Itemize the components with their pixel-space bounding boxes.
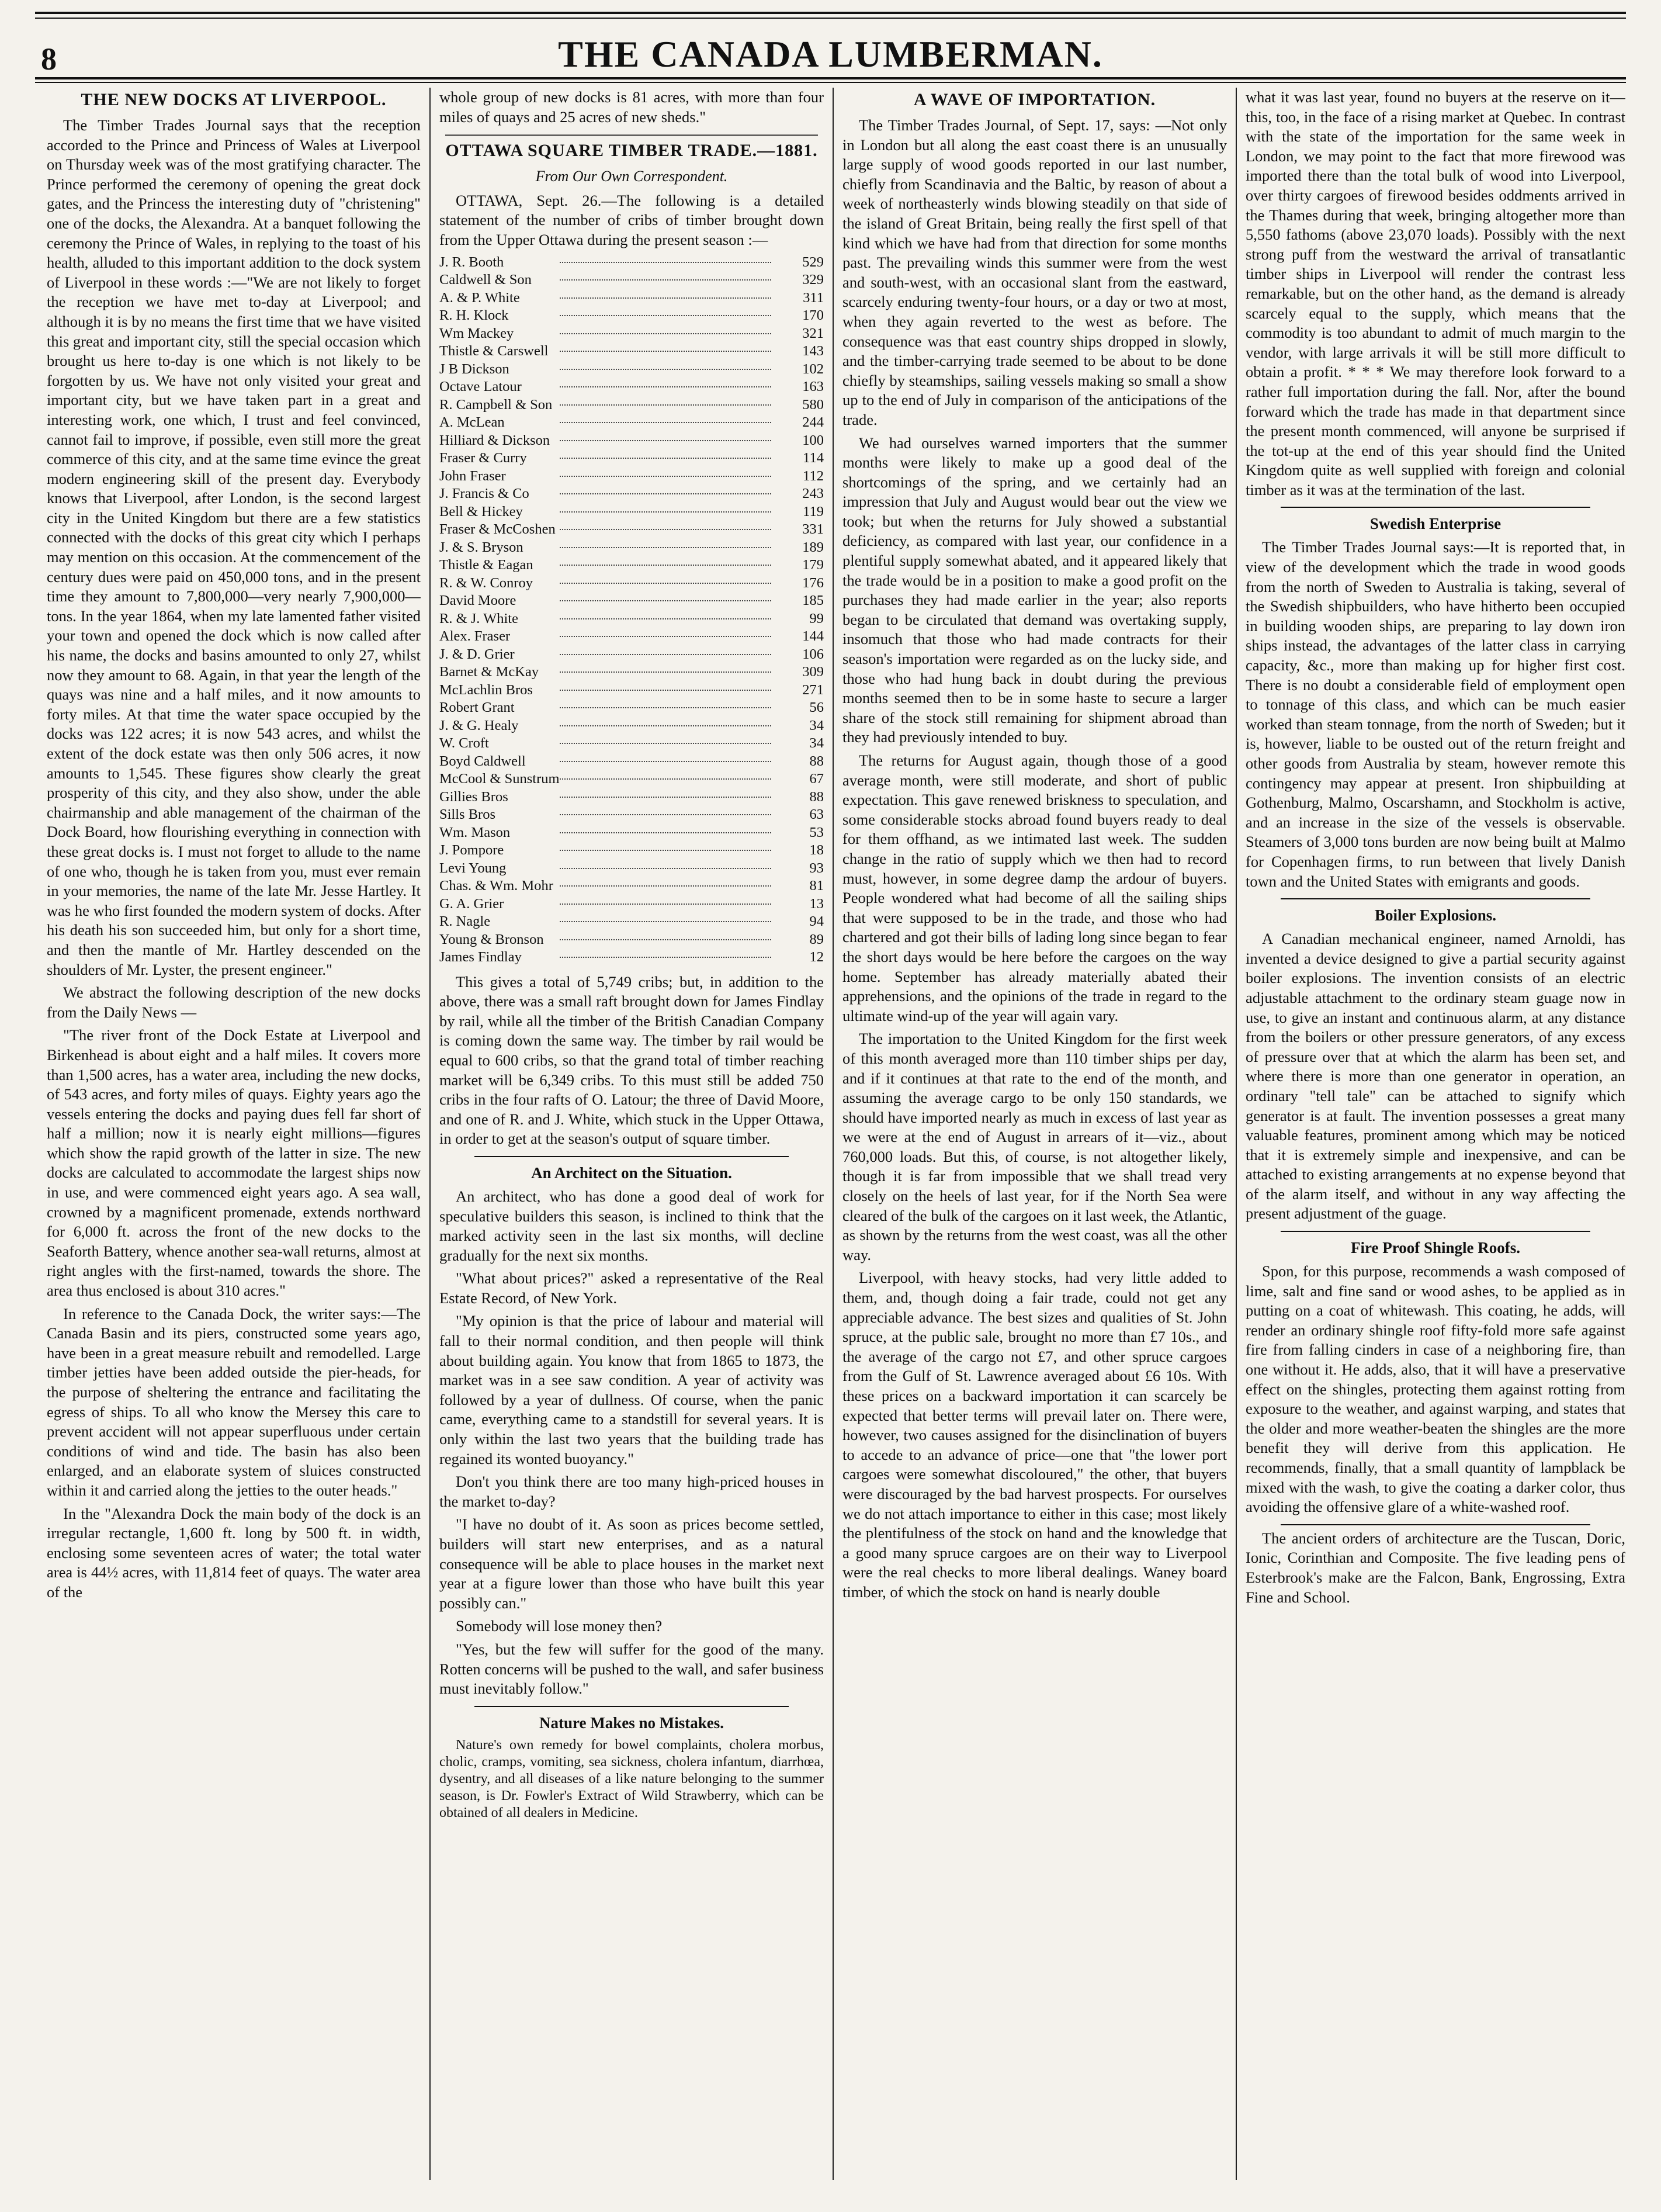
timber-crib-count: 63: [809, 806, 824, 823]
dot-leader-line: [560, 832, 771, 833]
dot-leader-line: [560, 565, 771, 566]
timber-firm-name: Hilliard & Dickson: [439, 432, 550, 448]
dot-leader: [560, 574, 771, 593]
dot-leader-line: [560, 297, 771, 299]
article-heading-boiler: Boiler Explosions.: [1374, 906, 1497, 925]
article-paragraph: We had ourselves warned importers that the summer months were likely to make up a good deal of the shortcomings of the spring, and we certainly had an impression that July and August would bear out the view we took; but when the returns for July showed a substantial deficiency, as compared with last year, our confidence in a plentiful supply somewhat abated, and it appeared likely that the trade would be in a position to make a good profit on the purchases they had made earlier in the year; also reports began to be circulated that demand was overtaking supply, insomuch that those who had made contracts for their season's importation were regarded as on the lucky side, and those who had hung back in doubt during the previous months seemed then to be in some haste to secure a larger share of the stock still remaining for shipment abroad than they had previously intended to buy.: [842, 434, 1227, 746]
timber-firm-name: Octave Latour: [439, 379, 522, 395]
dot-leader-line: [560, 333, 771, 334]
dot-leader-line: [560, 743, 771, 744]
dot-leader: [560, 342, 771, 361]
timber-firm-name: J. Francis & Co: [439, 486, 529, 502]
timber-crib-count: 143: [802, 343, 824, 359]
dot-leader: [560, 860, 771, 878]
dot-leader: [560, 307, 771, 325]
timber-firm-name: Thistle & Carswell: [439, 343, 549, 359]
dot-leader: [560, 556, 771, 574]
timber-crib-count: 112: [803, 468, 824, 484]
timber-firm-name: Sills Bros: [439, 806, 495, 823]
dot-leader: [560, 378, 771, 396]
timber-row: [439, 432, 824, 450]
dot-leader-line: [560, 707, 771, 708]
timber-crib-count: 13: [809, 895, 824, 912]
dot-leader-line: [560, 814, 771, 815]
timber-crib-count: 94: [809, 913, 824, 930]
timber-row: [439, 449, 824, 468]
timber-row: [439, 770, 824, 788]
section-rule: [1281, 898, 1590, 899]
article-paragraph: whole group of new docks is 81 acres, with more than four miles of quays and 25 acres of new sheds.": [439, 88, 824, 126]
timber-row: [439, 307, 824, 325]
timber-crib-count: 102: [802, 361, 824, 377]
timber-firm-name: R. & J. White: [439, 610, 518, 626]
dot-leader-line: [560, 868, 771, 869]
section-rule: [1281, 1231, 1590, 1232]
article-paragraph: The Timber Trades Journal, of Sept. 17, says: —Not only in London but all along the east coast there is an unusually large supply of wood goods reported in our last number, chiefly from Scandinavia and the Baltic, by reason of about a week of northeasterly winds blowing steadily on that side of the island of Great Britain, being really the first spell of that kind which we have had from that direction for some months past. The prevailing winds this summer were from the west and south-west, with an occasional slant from the eastward, scarcely enduring twenty-four hours, or a day or two at most, when they again reverted to the west as before. The consequence was that east country ships dropped in slowly, and the timber-carrying trade seemed to be about to be done chiefly by steamships, sailing vessels making so small a show up to the end of July in comparison of the anticipations of the trade.: [842, 116, 1227, 428]
article-paragraph: An architect, who has done a good deal of work for speculative builders this season, is inclined to think that the marked activity seen in the last six months, will decline gradually for the next six months.: [439, 1187, 824, 1264]
timber-cribs-table: [439, 254, 824, 967]
dot-leader: [560, 610, 771, 628]
timber-firm-name: Bell & Hickey: [439, 503, 523, 520]
dot-leader: [560, 735, 771, 753]
dot-leader: [560, 770, 771, 788]
timber-row: [439, 646, 824, 664]
timber-crib-count: 185: [802, 593, 824, 609]
timber-crib-count: 81: [809, 878, 824, 894]
article-paragraph: A Canadian mechanical engineer, named Arnoldi, has invented a device designed to give a partial security against boiler explosions. The invention consists of an electric adjustable attachment to the ordinary steam guage now in use, to give an instant and continuous alarm, at any distance from the boilers or other pressure generators, of any excess of pressure over that at which the alarm has been set, and where there is more than one generator in operation, an ordinary "tell tale" can be attached to signify which generator is at fault. The invention possesses a great many valuable features, prominent among which may be noticed that it is extremely simple and inexpensive, and can be attached to existing arrangements at no expense beyond that of the alarm itself, and without in any way affecting the present adjustment of the guage.: [1246, 930, 1625, 1223]
timber-firm-name: John Fraser: [439, 468, 506, 484]
timber-row: [439, 735, 824, 753]
timber-crib-count: 106: [802, 646, 824, 662]
timber-firm-name: J. R. Booth: [439, 254, 504, 270]
article-paragraph: The importation to the United Kingdom for the first week of this month averaged more than 110 timber ships per day, and if it continues at that rate to the end of the month, and assuming the average cargo to be only 150 standards, we should have imported nearly as much in excess of last year as we were at the end of August in arrears of it—viz., about 760,000 loads. But this, of course, is not altogether likely, though it is far from impossible that we shall tread very closely on the heels of last year, for if the North Sea were cleared of the bulk of the cargoes on it last week, the Atlantic, as shown by the returns from the west coast, was all the other way.: [842, 1030, 1227, 1263]
dot-leader-line: [560, 618, 771, 619]
masthead: [35, 12, 1626, 77]
timber-row: [439, 717, 824, 735]
timber-firm-name: J. & S. Bryson: [439, 539, 523, 555]
timber-firm-name: R. H. Klock: [439, 307, 509, 324]
timber-row: [439, 396, 824, 414]
column-divider-3: [1236, 88, 1237, 2180]
timber-crib-count: 144: [802, 628, 824, 645]
article-paragraph: The returns for August again, though those of a good average month, were still moderate, and short of public expectation. This gave renewed briskness to speculation, and some considerable stocks abroad found buyers ready to deal for them offhand, as we intimated last week. The sudden change in the ratio of supply which we then had to record must, however, in some degree damp the ardour of buyers. People wondered what had become of all the sailing ships that were supposed to be in the trade, and those who had chartered and got their bills of lading long since began to fear the short days would be here before the cargoes on the way home. September has already materially abated their apprehensions, and the opinions of the trade in regard to the ultimate wind-up of the year will again vary.: [842, 752, 1227, 1024]
dot-leader-line: [560, 921, 771, 922]
dot-leader: [560, 895, 771, 913]
dot-leader: [560, 414, 771, 432]
timber-row: [439, 842, 824, 860]
timber-crib-count: 244: [802, 414, 824, 431]
article-paragraph: "The river front of the Dock Estate at Liverpool and Birkenhead is about eight and a half miles. It covers more than 1,500 acres, has a water area, including the new docks, of 543 acres, and forty miles of quays. Eighty years ago the vessels entering the docks and paying dues fell far short of half a million; now it is nearly eight millions—figures which show the rapid growth of the latter in size. The new docks are calculated to accommodate the largest ships now in use, and were commenced eight years ago. A sea wall, crowned by a magnificent promenade, extends northward for 6,000 ft. across the front of the new docks to the Seaforth Battery, whence another sea-wall returns, almost at right angles with the first-named, towards the shore. The area thus enclosed is about 310 acres.": [47, 1026, 421, 1300]
column-4: [1246, 88, 1625, 2186]
timber-crib-count: 529: [802, 254, 824, 270]
dot-leader-line: [560, 262, 771, 263]
timber-firm-name: Gillies Bros: [439, 788, 508, 805]
advert-heading: Nature Makes no Mistakes.: [539, 1713, 724, 1732]
timber-row: [439, 699, 824, 717]
timber-row: [439, 574, 824, 593]
timber-firm-name: Caldwell & Son: [439, 272, 532, 288]
timber-row: [439, 806, 824, 824]
timber-firm-name: McLachlin Bros: [439, 681, 533, 698]
dot-leader: [560, 788, 771, 806]
masthead-bottom-rule: [35, 77, 1626, 79]
timber-firm-name: Young & Bronson: [439, 931, 544, 947]
dot-leader-line: [560, 671, 771, 673]
timber-row: [439, 895, 824, 913]
timber-crib-count: 311: [803, 289, 824, 306]
timber-crib-count: 12: [809, 949, 824, 965]
timber-crib-count: 99: [809, 610, 824, 626]
timber-crib-count: 88: [809, 753, 824, 769]
article-paragraph: This gives a total of 5,749 cribs; but, in addition to the above, there was a small raft brought down for James Findlay by rail, while all the timber of the British Canadian Company is coming down the same way. The timber by rail would be equal to 600 cribs, so that the grand total of timber reaching market will be 6,349 cribs. To this must still be added 750 cribs in the four rafts of O. Latour; the three of David Moore, and one of R. and J. White, which stuck in the Upper Ottawa, in order to get at the season's output of square timber.: [439, 972, 824, 1148]
dot-leader-line: [560, 797, 771, 798]
article-subheading: From Our Own Correspondent.: [535, 168, 728, 185]
masthead-top-rule-thin: [35, 18, 1626, 19]
column-3: [842, 88, 1227, 2186]
timber-crib-count: 88: [809, 788, 824, 805]
dot-leader: [560, 717, 771, 735]
timber-firm-name: Fraser & Curry: [439, 450, 527, 466]
dot-leader-line: [560, 315, 771, 316]
article-paragraph: "My opinion is that the price of labour and material will fall to their normal condition, and then people will think about building again. You know that from 1865 to 1873, the market was in a see saw condition. A year of activity was followed by a year of dullness. Of course, when the panic came, everything came to a standstill for several years. It is only within the last two years that the building trade has regained its wonted buoyancy.": [439, 1312, 824, 1467]
article-heading-ottawa-timber: OTTAWA SQUARE TIMBER TRADE.—1881.: [445, 141, 818, 161]
dot-leader-line: [560, 386, 771, 387]
dot-leader: [560, 432, 771, 450]
dot-leader: [560, 361, 771, 379]
timber-crib-count: 114: [803, 450, 824, 466]
dot-leader: [560, 592, 771, 610]
dot-leader: [560, 913, 771, 931]
timber-row: [439, 913, 824, 931]
dot-leader-line: [560, 725, 771, 726]
timber-row: [439, 877, 824, 895]
article-heading-new-docks: THE NEW DOCKS AT LIVERPOOL.: [81, 90, 387, 109]
column-1: [47, 88, 421, 2186]
section-rule: [474, 1156, 789, 1157]
dot-leader-line: [560, 529, 771, 530]
timber-firm-name: G. A. Grier: [439, 895, 504, 912]
timber-firm-name: Robert Grant: [439, 700, 515, 716]
timber-row: [439, 468, 824, 486]
timber-crib-count: 93: [809, 860, 824, 876]
timber-row: [439, 556, 824, 574]
dot-leader: [560, 824, 771, 842]
column-2: [439, 88, 824, 2186]
dot-leader: [560, 271, 771, 289]
timber-firm-name: McCool & Sunstrum: [439, 771, 560, 787]
dot-leader-line: [560, 885, 771, 887]
timber-crib-count: 189: [802, 539, 824, 555]
dot-leader-line: [560, 476, 771, 477]
article-paragraph: Liverpool, with heavy stocks, had very little added to them, and, though doing a fair trade, could not get any appreciable advance. The best sizes and qualities of St. John spruce, at the public sale, brought no more than £7 10s., and the average of the cargo not £7, and other spruce cargoes from the Gulf of St. Lawrence averaged about £6 10s. With these prices on a backward importation it can scarcely be expected that better terms will prevail later on. There were, however, two causes assigned for the disinclination of buyers to accede to an advance of price—one that "the lower port cargoes were somewhat discoloured," the other, that buyers were discouraged by the bad harvest prospects. For ourselves we do not attach importance to either in this case; most likely the plentifulness of the stock on hand and the knowledge that a good many spruce cargoes are on their way to Liverpool were the real checks to more liberal dealings. Waney board timber, of which the stock on hand is nearly double: [842, 1269, 1227, 1601]
timber-row: [439, 610, 824, 628]
timber-crib-count: 34: [809, 717, 824, 733]
timber-row: [439, 271, 824, 289]
timber-crib-count: 309: [802, 664, 824, 680]
timber-row: [439, 788, 824, 806]
dot-leader-line: [560, 458, 771, 459]
dot-leader-line: [560, 654, 771, 655]
timber-firm-name: W. Croft: [439, 735, 489, 752]
article-paragraph: what it was last year, found no buyers at the reserve on it—this, too, in the face of a rising market at Quebec. In contrast with the state of the importation for the same week in London, we may point to the fact that more firewood was imported there than the total bulk of wood into Liverpool, over thirty cargoes of firewood besides oddments arrived in the Thames during that week, bringing altogether more than 5,550 fathoms (above 23,070 loads). Possibly with the next strong puff from the westward the arrival of transatlantic timber ships in Liverpool will render the contrast less remarkable, but on the other hand, as the demand is already scarcely equal to the supply, which means that the commodity is too abundant to admit of much margin to the vendor, with large arrivals it will be still more difficult to obtain a profit. * * * We may therefore look forward to a rather full importation during the fall. Nor, after the bound forward which the trade has made in that department since the present month commenced, will anyone be surprised if the tot-up at the end of this year should find the United Kingdom quite as well supplied with foreign and colonial timber as it was at the termination of the last.: [1246, 88, 1625, 499]
dot-leader: [560, 699, 771, 717]
dot-leader-line: [560, 636, 771, 637]
timber-row: [439, 289, 824, 307]
timber-row: [439, 361, 824, 379]
timber-firm-name: Boyd Caldwell: [439, 753, 526, 769]
timber-firm-name: R. Nagle: [439, 913, 491, 930]
dot-leader-line: [560, 351, 771, 352]
timber-row: [439, 254, 824, 272]
article-heading-architect: An Architect on the Situation.: [531, 1164, 732, 1182]
timber-row: [439, 485, 824, 503]
timber-firm-name: Thistle & Eagan: [439, 557, 533, 573]
dot-leader: [560, 646, 771, 664]
article-paragraph: The Timber Trades Journal says that the reception accorded to the Prince and Princess of Wales at Liverpool on Thursday week was of the most gratifying character. The Prince performed the ceremony of opening the great dock gates, and the Princess the interesting duty of "christening" one of the docks, the Alexandra. At a banquet following the ceremony the Prince of Wales, in replying to the toast of his health, alluded to this important addition to the dock system of Liverpool in these words :—"We are not likely to forget the reception we have met to-day at Liverpool; and although it is by no means the first time that we have visited this great and important city, still the special occasion which brought us here to-day is one which is not likely to be forgotten by us. We have not only visited your great and important city, but we have taken part in a great and interesting work, one which, I trust and feel convinced, cannot fail to improve, if possible, even still more the great commerce of this city, and at the same time evince the great modern engineering skill of the present day. Everybody knows that Liverpool, after London, is the second largest city in the United Kingdom but there are a few statistics connected with the docks of this great city which I perhaps may mention on this occasion. At the commencement of the century dues were paid on 450,000 tons, and in the present time they amount to 7,800,000—very nearly 7,900,000—tons. In the year 1864, when my late lamented father visited your town and opened the dock which is now called after his name, the docks and basins amounted to only 27, whilst now they amount to 68. Again, in that year the length of the quays was nine and a half miles, and it now amounts to forty miles. At that time the water space occupied by the docks was 122 acres; it is now 543 acres, and whilst the extent of the dock estate was then only 506 acres, it now amounts to 1,545. These figures show clearly the great prosperity of this city, and they also show, under the able chairmanship and able management of the chairman of the Dock Board, how flourishing everything in connection with these great docks is. I must not forget to allude to the name of one who, though he is taken from you, must ever remain in your memories, the name of the late Mr. Jesse Hartley. It was he who first founded the modern system of docks. After his death his son succeeded him, but only for a short time, and then the mantle of Mr. Hartley descended on the shoulders of Mr. Lyster, the present engineer.": [47, 116, 421, 978]
timber-firm-name: Wm. Mason: [439, 824, 511, 840]
timber-crib-count: 243: [802, 486, 824, 502]
timber-row: [439, 628, 824, 646]
article-paragraph: We abstract the following description of the new docks from the Daily News —: [47, 984, 421, 1021]
dot-leader-line: [560, 690, 771, 691]
timber-firm-name: David Moore: [439, 593, 516, 609]
dot-leader-line: [560, 422, 771, 423]
dot-leader-line: [560, 761, 771, 762]
page-title: THE CANADA LUMBERMAN.: [558, 33, 1103, 75]
timber-firm-name: J. Pompore: [439, 842, 504, 859]
timber-row: [439, 539, 824, 557]
dot-leader: [560, 449, 771, 468]
article-paragraph: "What about prices?" asked a representative of the Real Estate Record, of New York.: [439, 1269, 824, 1307]
dot-leader: [560, 396, 771, 414]
dot-leader-line: [560, 493, 771, 494]
timber-row: [439, 824, 824, 842]
timber-row: [439, 342, 824, 361]
dot-leader: [560, 468, 771, 486]
dot-leader-line: [560, 957, 771, 958]
article-paragraph: OTTAWA, Sept. 26.—The following is a detailed statement of the number of cribs of timber brought down from the Upper Ottawa during the present season :—: [439, 191, 824, 248]
dot-leader-line: [560, 939, 771, 940]
dot-leader: [560, 681, 771, 700]
article-paragraph: In the "Alexandra Dock the main body of the dock is an irregular rectangle, 1,600 ft. long by 500 ft. in width, enclosing some seventeen acres of water; the total water area is 44½ acres, with 11,814 feet of quays. The water area of the: [47, 1504, 421, 1601]
timber-crib-count: 100: [802, 432, 824, 448]
timber-row: [439, 949, 824, 967]
timber-firm-name: R. Campbell & Son: [439, 396, 553, 413]
timber-row: [439, 663, 824, 681]
timber-crib-count: 163: [802, 379, 824, 395]
masthead-bottom-rule-thin: [35, 82, 1626, 83]
timber-firm-name: A. McLean: [439, 414, 505, 431]
dot-leader: [560, 806, 771, 824]
column-divider-2: [833, 88, 834, 2180]
timber-firm-name: R. & W. Conroy: [439, 574, 533, 591]
dot-leader: [560, 254, 771, 272]
dot-leader-line: [560, 279, 771, 281]
timber-row: [439, 503, 824, 521]
timber-crib-count: 580: [802, 396, 824, 413]
article-paragraph: "I have no doubt of it. As soon as prices become settled, builders will start new enterprises, and as a natural consequence will be able to place houses in the market next year at a figure lower than those who have built this year possibly can.": [439, 1515, 824, 1612]
timber-crib-count: 170: [802, 307, 824, 324]
timber-firm-name: Levi Young: [439, 860, 507, 876]
timber-firm-name: J B Dickson: [439, 361, 509, 377]
section-rule: [1281, 507, 1590, 508]
timber-row: [439, 592, 824, 610]
dot-leader-line: [560, 369, 771, 370]
dot-leader: [560, 485, 771, 503]
timber-crib-count: 67: [809, 771, 824, 787]
timber-crib-count: 56: [809, 700, 824, 716]
dot-leader: [560, 539, 771, 557]
dot-leader: [560, 931, 771, 949]
timber-firm-name: Wm Mackey: [439, 325, 514, 341]
dot-leader-line: [560, 547, 771, 548]
timber-crib-count: 271: [802, 681, 824, 698]
dot-leader-line: [560, 600, 771, 601]
timber-firm-name: Fraser & McCoshen: [439, 521, 556, 538]
dot-leader: [560, 325, 771, 343]
article-paragraph: Spon, for this purpose, recommends a wash composed of lime, salt and fine sand or wood ashes, to be applied as in putting on a coat of whitewash. This coating, he adds, will render an ordinary shingle roof fifty-fold more safe against fire from falling cinders in case of a neighboring fire, than one without it. He adds, also, that it will have a preservative effect on the shingles, protecting them against rotting from exposure to the weather, and against warping, and states that the older and more weather-beaten the shingles are the more benefit they will derive from this application. He recommends, finally, that a small quantity of lampblack be mixed with the wash, to give the coating a darker color, thus avoiding the offensive glare of a white-washed roof.: [1246, 1262, 1625, 1516]
timber-crib-count: 329: [802, 272, 824, 288]
timber-crib-count: 119: [803, 503, 824, 520]
dot-leader-line: [560, 583, 771, 584]
article-paragraph: The ancient orders of architecture are the Tuscan, Doric, Ionic, Corinthian and Composite. The five leading pens of Esterbrook's make are the Falcon, Bank, Engrossing, Extra Fine and School.: [1246, 1529, 1625, 1606]
dot-leader-line: [560, 778, 771, 780]
timber-row: [439, 325, 824, 343]
timber-firm-name: James Findlay: [439, 949, 522, 965]
column-divider-1: [429, 88, 431, 2180]
masthead-top-rule: [35, 12, 1626, 14]
timber-firm-name: Alex. Fraser: [439, 628, 511, 645]
dot-leader: [560, 877, 771, 895]
timber-crib-count: 321: [802, 325, 824, 341]
timber-crib-count: 34: [809, 735, 824, 752]
timber-row: [439, 521, 824, 539]
dot-leader: [560, 521, 771, 539]
dot-leader: [560, 949, 771, 967]
article-heading-wave: A WAVE OF IMPORTATION.: [913, 90, 1156, 109]
timber-crib-count: 89: [809, 931, 824, 947]
section-rule: [1281, 1524, 1590, 1525]
timber-row: [439, 860, 824, 878]
timber-firm-name: J. & G. Healy: [439, 717, 519, 733]
advert-paragraph: Nature's own remedy for bowel complaints, cholera morbus, cholic, cramps, vomiting, sea sickness, cholera infantum, diarrhœa, dysentry, and all diseases of a like nature belonging to the summer season, is Dr. Fowler's Extract of Wild Strawberry, which can be obtained of all dealers in Medicine.: [439, 1737, 824, 1820]
article-paragraph: Somebody will lose money then?: [456, 1617, 663, 1635]
timber-firm-name: J. & D. Grier: [439, 646, 515, 662]
article-paragraph: In reference to the Canada Dock, the writer says:—The Canada Basin and its piers, constructed some years ago, have been in a great measure rebuilt and remodelled. Large timber jetties have been added outside the pier-heads, for the purpose of sheltering the entrance and facilitating the egress of ships. To all who know the Mersey this care to prevent accident will not appear superfluous under certain conditions of wind and tide. The basin has also been enlarged, and an elaborate system of sluices constructed within it and carried along the jetties to the outer heads.": [47, 1304, 421, 1499]
dot-leader-line: [560, 511, 771, 513]
dot-leader-line: [560, 850, 771, 851]
timber-crib-count: 176: [802, 574, 824, 591]
timber-row: [439, 378, 824, 396]
dot-leader: [560, 289, 771, 307]
dot-leader-line: [560, 440, 771, 441]
timber-firm-name: Chas. & Wm. Mohr: [439, 878, 553, 894]
article-paragraph: "Yes, but the few will suffer for the good of the many. Rotten concerns will be pushed to the wall, and safer business must inevitably follow.": [439, 1640, 824, 1698]
dot-leader-line: [560, 904, 771, 905]
dot-leader-line: [560, 404, 771, 406]
timber-row: [439, 931, 824, 949]
timber-firm-name: Barnet & McKay: [439, 664, 539, 680]
dot-leader: [560, 842, 771, 860]
section-rule: [474, 1706, 789, 1707]
page-number: 8: [41, 41, 57, 77]
dot-leader: [560, 753, 771, 771]
timber-firm-name: A. & P. White: [439, 289, 520, 306]
dot-leader: [560, 628, 771, 646]
article-heading-shingle: Fire Proof Shingle Roofs.: [1351, 1239, 1520, 1257]
timber-crib-count: 331: [802, 521, 824, 538]
dot-leader: [560, 503, 771, 521]
article-paragraph: The Timber Trades Journal says:—It is reported that, in view of the development which the trade in wood goods from the north of Sweden to Australia is taking, several of the Swedish shipbuilders, who have hitherto been occupied in building wooden ships, are preparing to lay down iron ships instead, the advantages of the latter class in carrying capacity, &c., more than making up for higher first cost. There is no doubt a considerable field of employment open to tonnage of this class, and which can be much easier worked than steam tonnage, from the north of Sweden; but it is, however, liable to be ousted out of the return freight and other goods from Australia by steam, however remote this contingency may appear at present. Iron shipbuilding at Gothenburg, Malmo, Oscarshamn, and Stockholm is active, and an increase in the size of the vessels is observable. Steamers of 3,000 tons burden are now being built at Malmo for Copenhagen firms, to run between that lively Danish town and the United States with emigrants and goods.: [1246, 538, 1625, 890]
article-paragraph: Don't you think there are too many high-priced houses in the market to-day?: [439, 1473, 824, 1510]
timber-row: [439, 753, 824, 771]
article-heading-swedish: Swedish Enterprise: [1369, 515, 1502, 533]
section-rule: [445, 134, 818, 137]
dot-leader: [560, 663, 771, 681]
timber-crib-count: 179: [802, 557, 824, 573]
timber-row: [439, 414, 824, 432]
timber-crib-count: 53: [809, 824, 824, 840]
timber-crib-count: 18: [809, 842, 824, 859]
timber-row: [439, 681, 824, 700]
